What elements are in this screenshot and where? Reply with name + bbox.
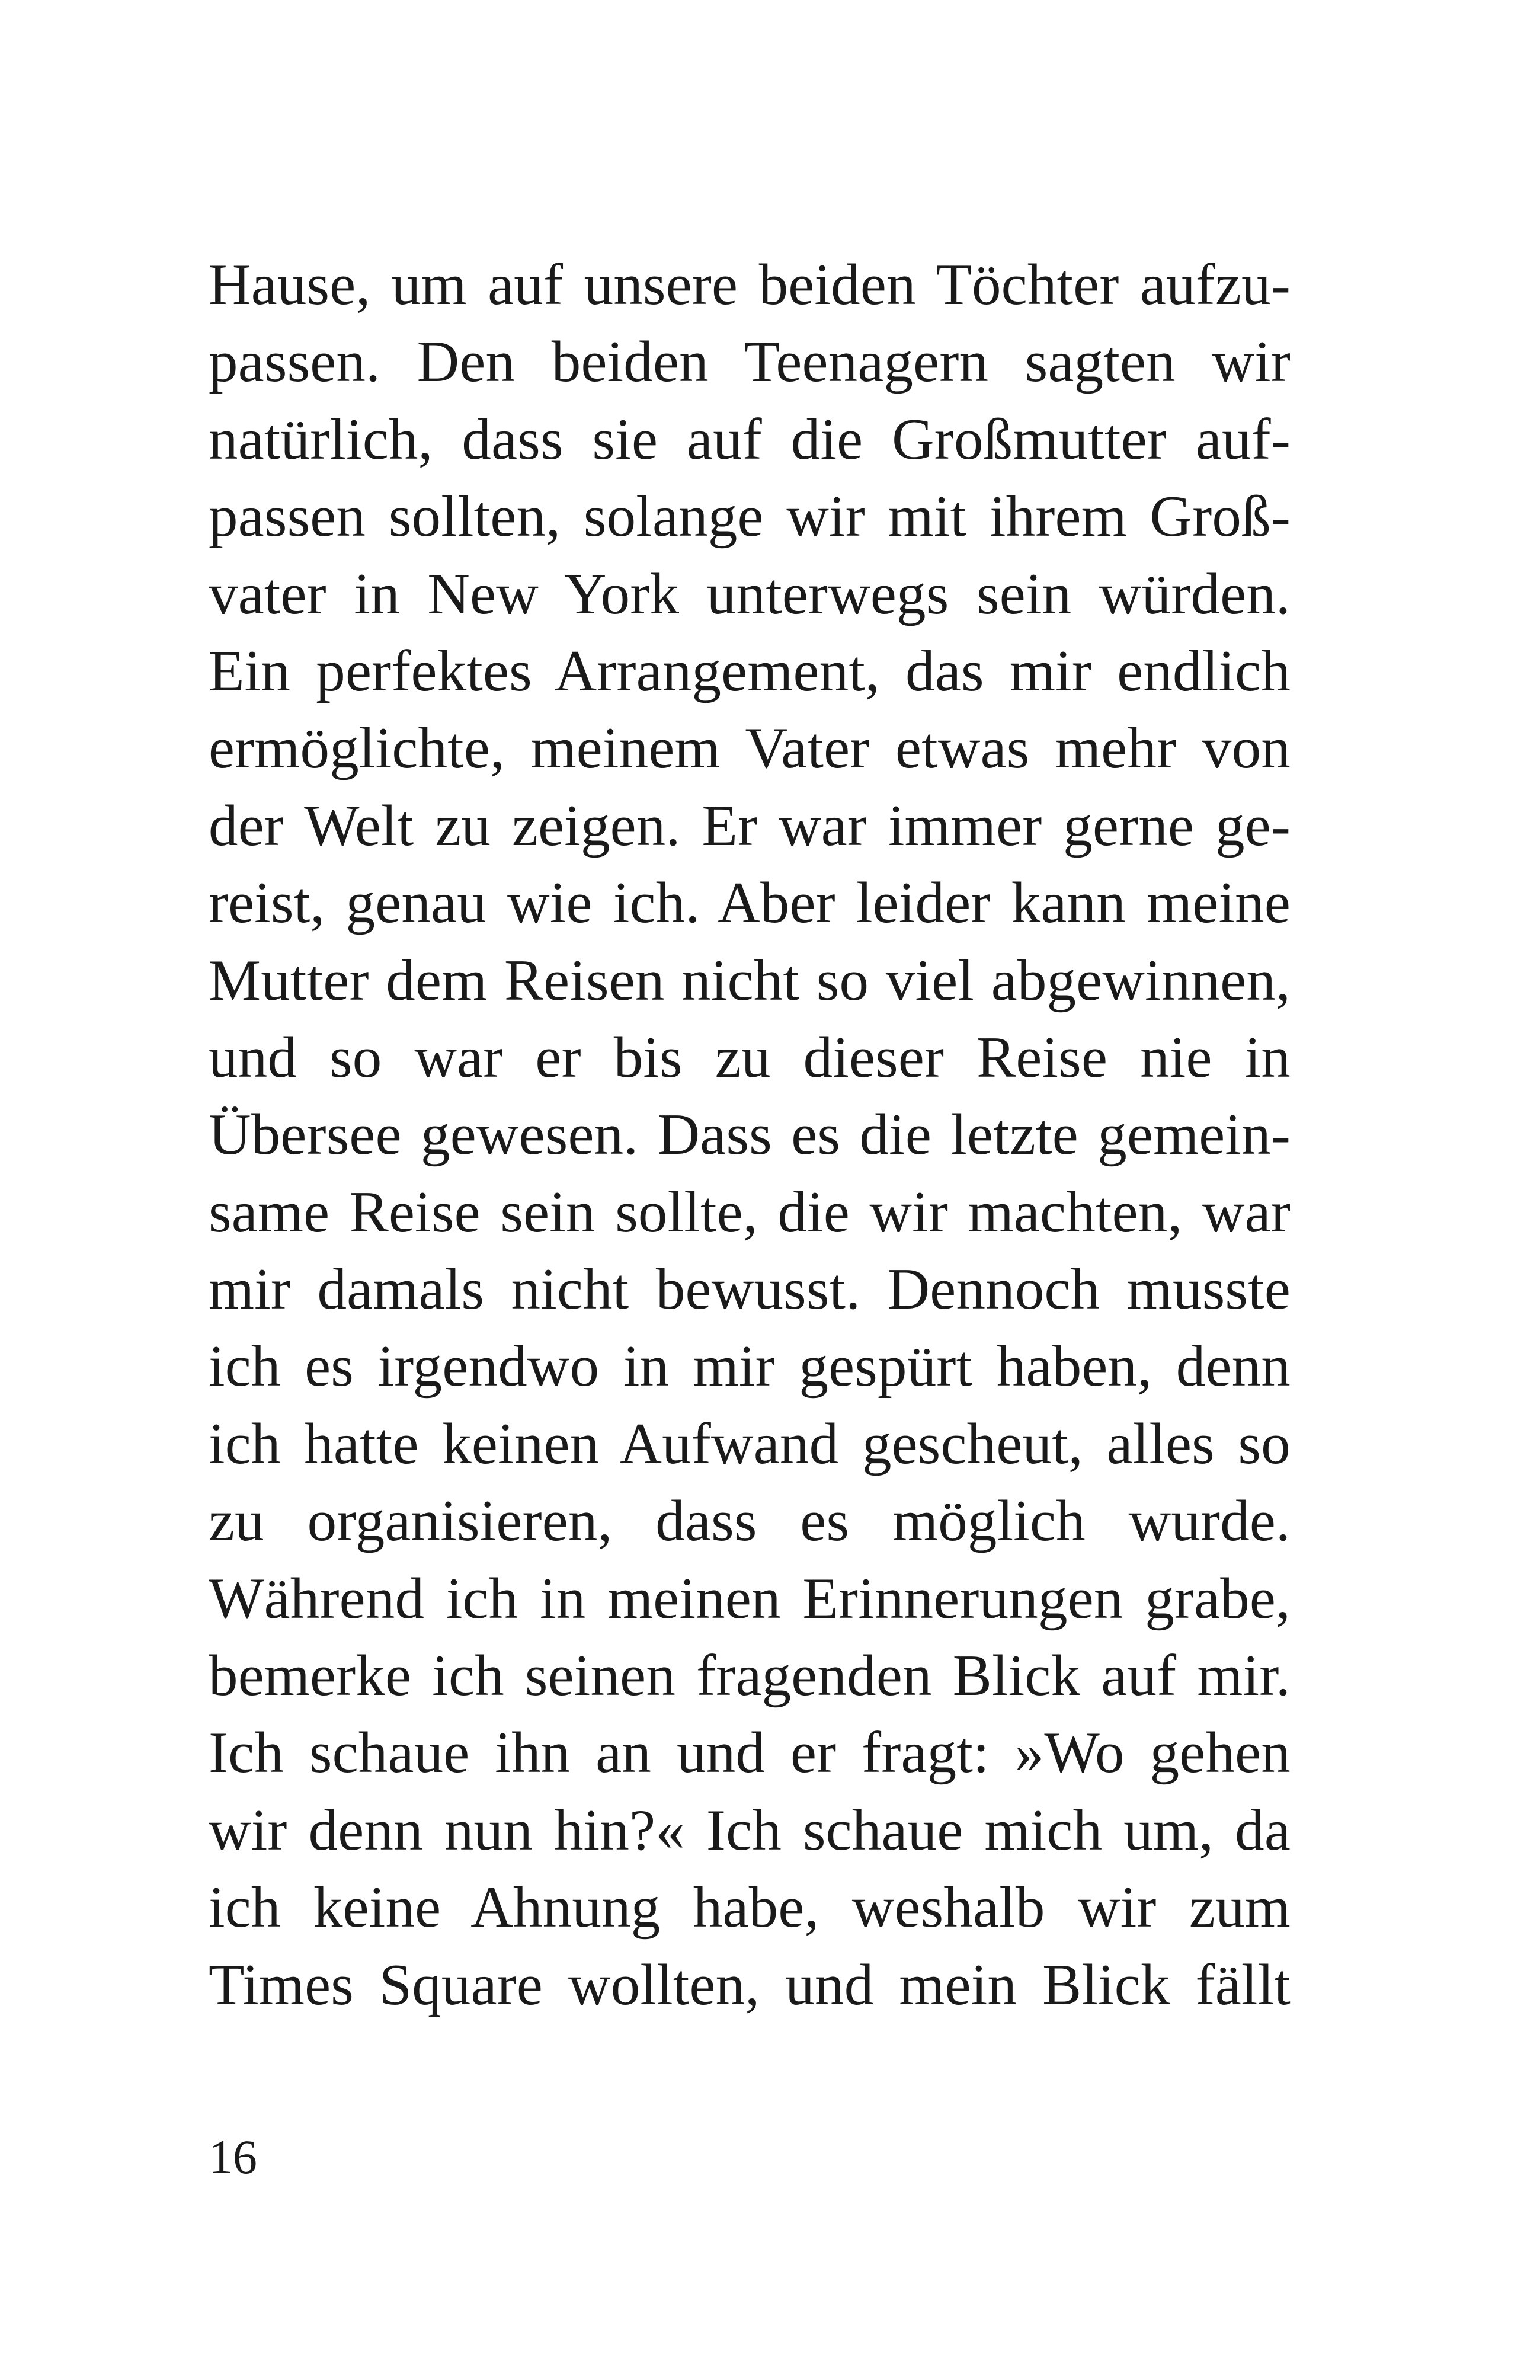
text-line: same Reise sein sollte, die wir machten, war <box>209 1179 1291 1245</box>
text-line: ermöglichte, meinem Vater etwas mehr von <box>209 716 1291 781</box>
text-line: bemerke ich seinen fragenden Blick auf mir. <box>209 1643 1291 1709</box>
text-line: ich es irgendwo in mir gespürt haben, denn <box>209 1334 1291 1399</box>
text-line: natürlich, dass sie auf die Großmutter auf- <box>209 407 1291 472</box>
text-line: Übersee gewesen. Dass es die letzte gemein- <box>209 1102 1291 1167</box>
text-line: ich keine Ahnung habe, weshalb wir zum <box>209 1875 1291 1940</box>
text-line: wir denn nun hin?« Ich schaue mich um, da <box>209 1797 1291 1863</box>
text-line: zu organisieren, dass es möglich wurde. <box>209 1489 1291 1554</box>
text-line: Mutter dem Reisen nicht so viel abgewinnen, <box>209 948 1291 1013</box>
text-line: passen. Den beiden Teenagern sagten wir <box>209 330 1291 395</box>
text-line: Während ich in meinen Erinnerungen grabe, <box>209 1566 1291 1631</box>
text-line: Ich schaue ihn an und er fragt: »Wo gehen <box>209 1720 1291 1786</box>
text-line: der Welt zu zeigen. Er war immer gerne ge- <box>209 793 1291 858</box>
body-text <box>209 247 1291 2024</box>
text-line: Hause, um auf unsere beiden Töchter aufzu- <box>209 252 1291 317</box>
text-line: mir damals nicht bewusst. Dennoch musste <box>209 1257 1291 1322</box>
text-line: passen sollten, solange wir mit ihrem Groß- <box>209 484 1291 549</box>
text-line: ich hatte keinen Aufwand gescheut, alles so <box>209 1411 1291 1476</box>
text-line: Ein perfektes Arrangement, das mir endlich <box>209 638 1291 703</box>
page-number: 16 <box>209 2130 257 2184</box>
text-line: und so war er bis zu dieser Reise nie in <box>209 1025 1291 1090</box>
text-line: vater in New York unterwegs sein würden. <box>209 561 1291 626</box>
text-line: Times Square wollten, und mein Blick fällt <box>209 1952 1291 2017</box>
text-line: reist, genau wie ich. Aber leider kann meine <box>209 871 1291 936</box>
